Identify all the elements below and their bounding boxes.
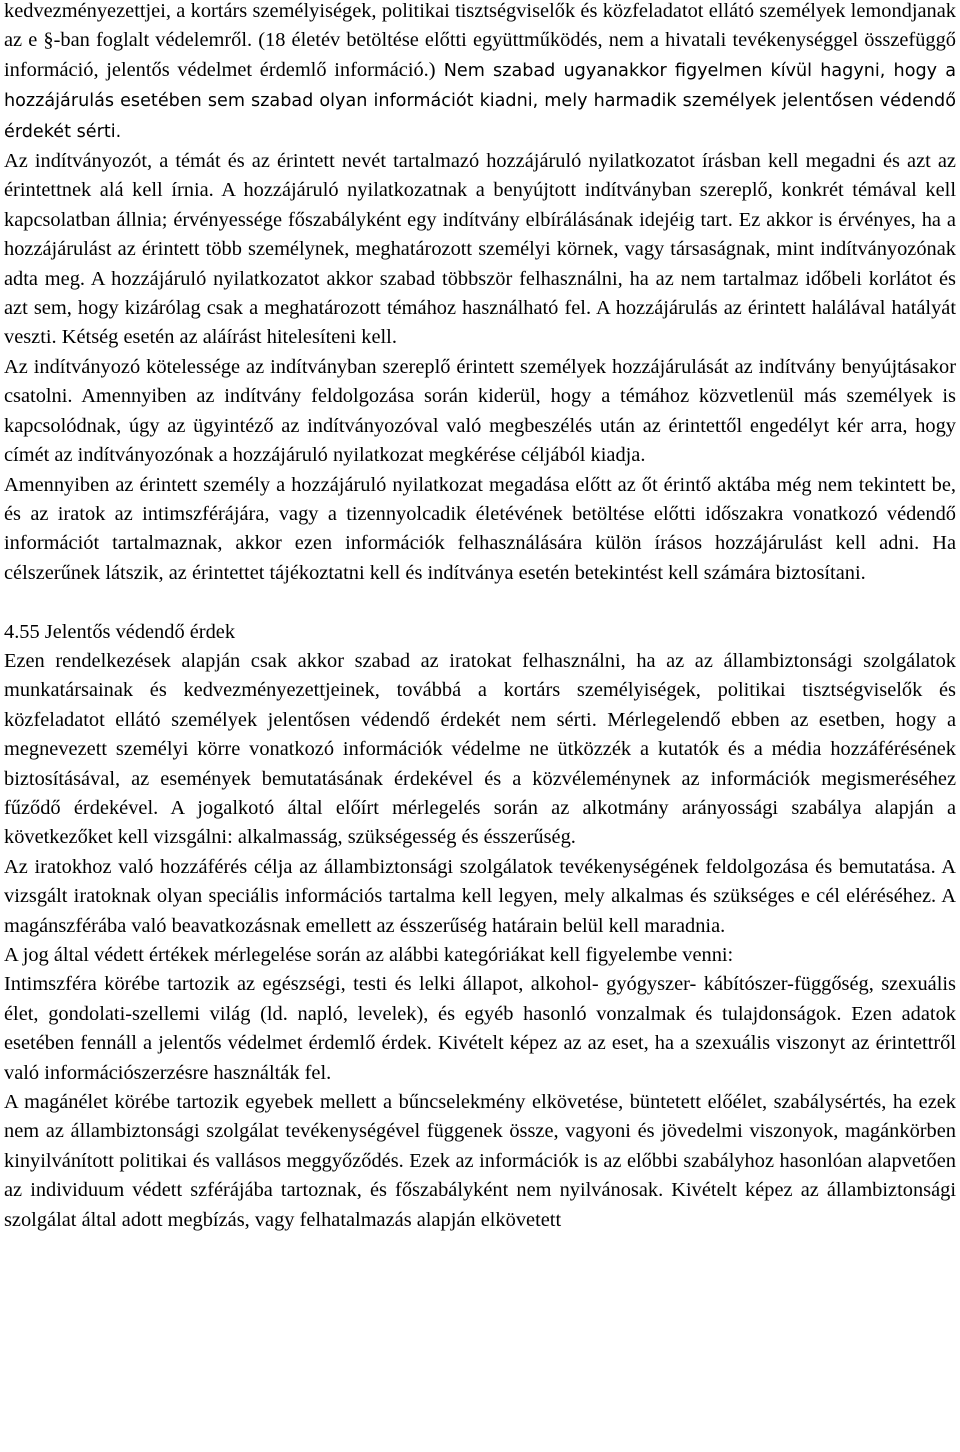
paragraph-separate-consent: Amennyiben az érintett személy a hozzájáruló nyilatkozat megadása előtt az őt érintő aktába még nem tekintett be, és az iratok az intimszférájára, vagy a tizennyolcadik életévének betöltése előtti időszakra vonatkozó védendő információt tartalmaznak, akkor ezen információk felhasználására külön írásos hozzájárulást kell adni. Ha célszerűnek látszik, az érintettet tájékoztatni kell és indítványa esetén betekintést kell számára biztosítani.: [4, 473, 956, 584]
paragraph-continuation-text: kedvezményezettjei, a kortárs személyiségek, politikai tisztségviselők és közfeladatot ellátó személyek lemondjanak az e §-ban foglalt védelemről. (18 életév betöltése előtti együttműködés, nem a hivatali tevékenységgel összefüggő információ, jelentős védelmet érdemlő információ.): [4, 0, 956, 81]
paragraph-private-life: A magánélet körébe tartozik egyebek mellett a bűncselekmény elkövetése, büntetett előélet, szabálysértés, ha ezek nem az állambiztonsági szolgálat tevékenységével függenek össze, vagyoni és jövedelmi viszonyok, magánkörben kinyilvánított politikai és vallásos meggyőződés. Ezek az információk is az előbbi szabályhoz hasonlóan alapvetően az individuum védett szférájába tartoznak, és főszabályként nem nyilvánosak. Kivételt képez az állambiztonsági szolgálat által adott megbízás, vagy felhatalmazás alapján elkövetett: [4, 1091, 956, 1231]
section-spacer: [4, 588, 956, 617]
paragraph-continuation: [4, 0, 956, 147]
paragraph-applicant-duty: Az indítványozó kötelessége az indítványban szereplő érintett személyek hozzájárulását az indítvány benyújtásakor csatolni. Amennyiben az indítvány feldolgozása során kiderül, hogy a témához közvetlenül más személyek is kapcsolódnak, úgy az ügyintéző az indítványozóval való megbeszélés után az érintettől engedélyt kér arra, hogy címét az indítványozónak a hozzájáruló nyilatkozat megkérése céljából kiadja.: [4, 355, 956, 467]
paragraph-intimate-sphere: Intimszféra körébe tartozik az egészségi, testi és lelki állapot, alkohol- gyógyszer- kábítószer-függőség, szexuális élet, gondolati-szellemi világ (ld. napló, levelek), és egyéb hasonló vonzalmak és tulajdonságok. Ezen adatok esetében fennáll a jelentős védelmet érdemlő érdek. Kivételt képez az az eset, ha a szexuális viszonyt az érintettről való információszerzésre használták fel.: [4, 973, 956, 1084]
paragraph-significant-interest: Ezen rendelkezések alapján csak akkor szabad az iratokat felhasználni, ha az az állambiztonsági szolgálatok munkatársainak és kedvezményezettjeinek, továbbá a kortárs személyiségek, politikai tisztségviselők és közfeladatot ellátó személyek jelentősen védendő érdekét nem sérti. Mérlegelendő ebben az esetben, hogy a megnevezett személyi körre vonatkozó információk védelme ne ütközzék a kutatók és a média hozzáférésének biztosításával, az események bemutatásának érdekével és a közvéleménynek az információk megismeréséhez fűződő érdekével. A jogalkotó által előírt mérlegelés során az alkotmány arányossági szabálya alapján a következőket kell vizsgálni: alkalmasság, szükségesség és ésszerűség.: [4, 649, 956, 849]
section-heading: 4.55 Jelentős védendő érdek: [4, 620, 236, 643]
paragraph-categories-intro: A jog által védett értékek mérlegelése során az alábbi kategóriákat kell figyelembe venni:: [4, 943, 734, 966]
paragraph-consent-declaration: Az indítványozót, a témát és az érintett nevét tartalmazó hozzájáruló nyilatkozatot írásban kell megadni és azt az érintettnek alá kell írnia. A hozzájáruló nyilatkozatnak a benyújtott indítványban szereplő, konkrét témával kell kapcsolatban állnia; érvényessége főszabályként egy indítvány elbírálásának idejéig tart. Ez akkor is érvényes, ha a hozzájárulást az érintett több személynek, meghatározott személyi körnek, vagy társaságnak, mint indítványozónak adta meg. A hozzájáruló nyilatkozatot akkor szabad többször felhasználni, ha az nem tartalmaz időbeli korlátot és azt sem, hogy kizárólag csak a meghatározott témához használható fel. A hozzájárulás az érintett halálával hatályát veszti. Kétség esetén az aláírást hitelesíteni kell.: [4, 150, 956, 349]
paragraph-access-purpose: Az iratokhoz való hozzáférés célja az állambiztonsági szolgálatok tevékenységének feldolgozása és bemutatása. A vizsgált iratoknak olyan speciális információs tartalma kell legyen, mely alkalmas és szükséges e cél eléréséhez. A magánszférába való beavatkozásnak emellett az ésszerűség határain belül kell maradnia.: [4, 855, 956, 937]
paragraph-continuation-sans-text: Nem szabad ugyanakkor figyelmen kívül hagyni, hogy a hozzájárulás esetében sem szabad olyan információt kiadni, mely harmadik személyek jelentősen védendő érdekét sérti.: [4, 60, 956, 142]
document-page: [4, 0, 956, 1235]
